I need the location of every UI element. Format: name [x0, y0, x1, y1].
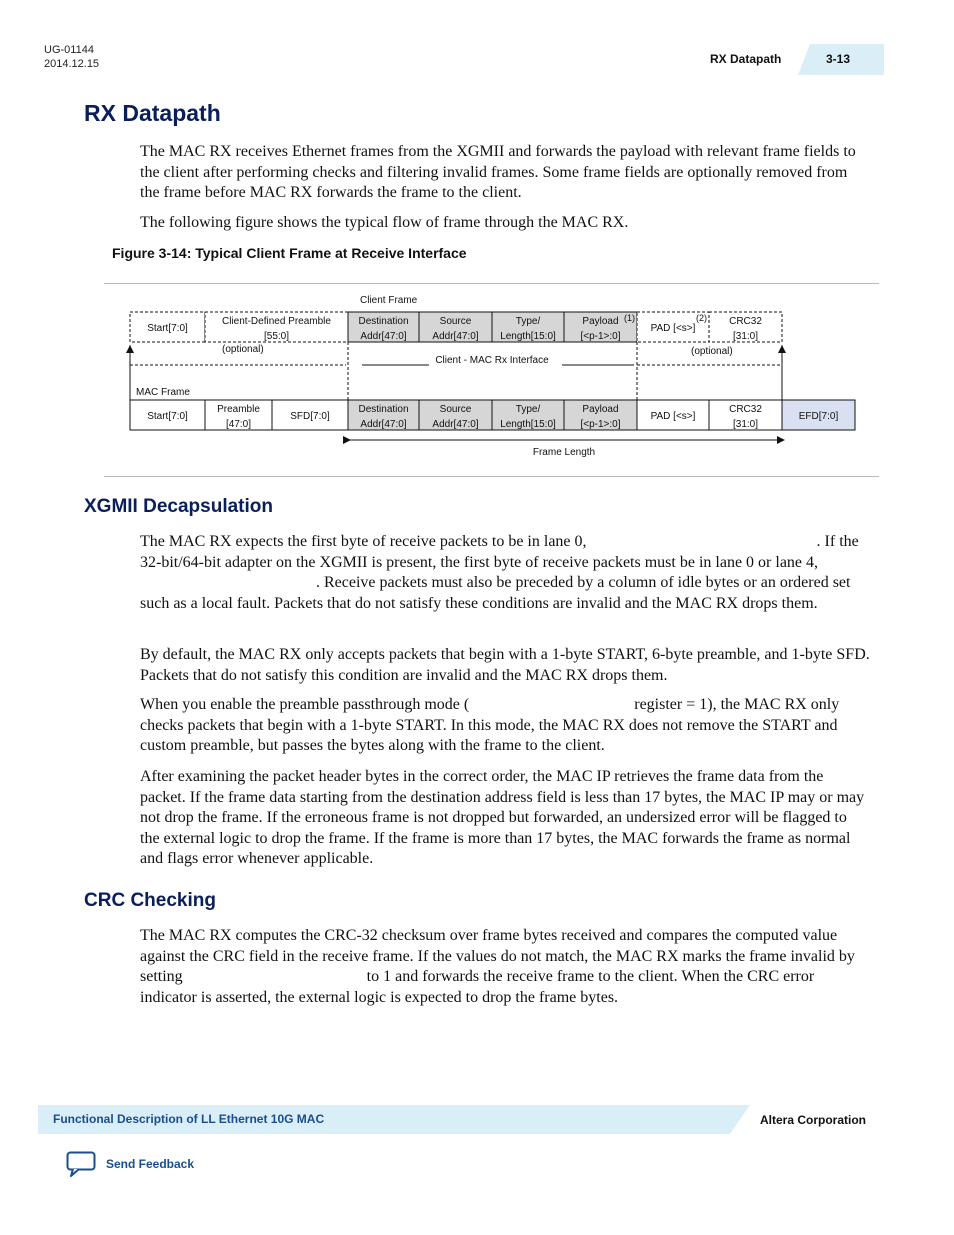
mac-row-label-3-b: Addr[47:0]: [360, 419, 407, 430]
client-row-label-3-a: Source: [439, 316, 472, 327]
footer-chapter-link[interactable]: Functional Description of LL Ethernet 10G MAC: [53, 1112, 325, 1126]
figure-bottom-rule: [104, 476, 879, 477]
xgmii-paragraph-1: [140, 532, 870, 614]
mac-row-label-2: SFD[7:0]: [290, 411, 330, 422]
page-title: RX Datapath: [84, 100, 221, 126]
client-row-label-5-b: [<p-1>:0]: [580, 331, 621, 342]
xgmii-paragraph-2: By default, the MAC RX only accepts packets that begin with a 1-byte START, 6-byte preamble, and 1-byte SFD. Packets that do not satisfy this condition are invalid and the MAC RX drops them.: [140, 646, 870, 684]
xgmii-p3-text-a: When you enable the preamble passthrough mode (: [140, 696, 470, 713]
footer-corporation: Altera Corporation: [760, 1113, 867, 1127]
optional-label-left: (optional): [222, 344, 264, 355]
client-row-label-5-a: Payload: [582, 316, 619, 327]
page-number: 3-13: [798, 44, 884, 75]
mac-row-label-1-a: Preamble: [217, 404, 260, 415]
intro-paragraph-1: The MAC RX receives Ethernet frames from the XGMII and forwards the payload with relevant frame fields to the client after performing checks and filtering invalid frames. Some frame fields are optionally removed from the frame before MAC RX forwards the frame to the client.: [140, 143, 856, 202]
client-row-label-4-b: Length[15:0]: [500, 331, 556, 342]
mac-row-label-6-a: Payload: [582, 404, 619, 415]
client-row-label-0: Start[7:0]: [147, 323, 188, 334]
xgmii-p1-text-a: The MAC RX expects the first byte of receive packets to be in lane 0,: [140, 533, 587, 550]
footer-bar-notch: [730, 1105, 750, 1134]
frame-length-label: Frame Length: [532, 447, 596, 458]
document-id: [44, 43, 99, 71]
crc-p1-text-a: The MAC RX computes the CRC-32 checksum over frame bytes received and compares the computed value against the CRC field in the receive frame. If the values do not match, the MAC RX marks the frame invalid by setting: [140, 927, 855, 986]
client-row-label-2-a: Destination: [358, 316, 409, 327]
client-row-label-3-b: Addr[47:0]: [432, 331, 479, 342]
doc-date: 2014.12.15: [44, 58, 100, 70]
xgmii-p1-text-b: . If the 32-bit/64-bit adapter on the XGMII is present, the first byte of receive packets must be in lane 0 or lane 4,: [140, 533, 859, 571]
client-row-label-1-a: Client-Defined Preamble: [222, 316, 331, 327]
crc-heading: CRC Checking: [84, 890, 216, 911]
frame-diagram: [104, 285, 879, 475]
mac-row-label-5-b: Length[15:0]: [500, 419, 556, 430]
client-row-label-6: PAD [<s>]: [650, 323, 696, 334]
mac-row-label-7: PAD [<s>]: [650, 411, 696, 422]
doc-number: UG-01144: [44, 44, 94, 56]
xgmii-paragraph-3: [140, 695, 870, 757]
mac-row-label-1-b: [47:0]: [225, 419, 252, 430]
figure-caption: Figure 3-14: Typical Client Frame at Receive Interface: [112, 245, 467, 261]
mac-row-label-3-a: Destination: [358, 404, 409, 415]
mac-row-label-9: EFD[7:0]: [798, 411, 839, 422]
xgmii-heading: XGMII Decapsulation: [84, 496, 273, 517]
mac-frame-label: MAC Frame: [136, 387, 190, 398]
footnote-1: (1): [624, 313, 635, 323]
client-if-label: Client - MAC Rx Interface: [435, 355, 549, 366]
feedback-speech-bubble-icon: [66, 1151, 96, 1177]
mac-row-label-4-a: Source: [439, 404, 472, 415]
client-row-label-1-b: [55:0]: [263, 331, 290, 342]
page-tab-notch: [798, 44, 810, 75]
xgmii-p1-text-c: . Receive packets must also be preceded by a column of idle bytes or an ordered set such as a local fault. Packets that do not satisfy these conditions are invalid and the MAC RX drops them.: [140, 574, 851, 612]
figure-top-rule: [104, 283, 879, 284]
mac-frame-row: [130, 400, 855, 430]
client-row-label-7-b: [31:0]: [732, 331, 759, 342]
xgmii-paragraph-4: After examining the packet header bytes in the correct order, the MAC IP retrieves the frame data from the packet. If the frame data starting from the destination address field is less than 17 bytes, the MAC IP may or may not drop the frame. If the erroneous frame is not dropped but forwarded, an undersized error will be flagged to the external logic to drop the frame. If the frame is more than 17 bytes, the MAC forwards the frame as normal and flags error whenever applicable.: [140, 768, 865, 868]
mac-row-label-5-a: Type/: [515, 404, 541, 415]
client-frame-label: Client Frame: [360, 295, 418, 306]
client-row-label-7-a: CRC32: [729, 316, 762, 327]
footnote-2: (2): [696, 313, 707, 323]
mac-row-label-8-b: [31:0]: [732, 419, 759, 430]
client-row-label-4-a: Type/: [515, 316, 541, 327]
mac-row-label-6-b: [<p-1>:0]: [580, 419, 621, 430]
mac-row-label-0: Start[7:0]: [147, 411, 188, 422]
crc-paragraph-1: [140, 926, 870, 1008]
intro-paragraph-2: The following figure shows the typical flow of frame through the MAC RX.: [140, 214, 629, 231]
send-feedback-label[interactable]: Send Feedback: [106, 1157, 195, 1171]
running-header-section: RX Datapath: [710, 52, 782, 66]
mac-row-label-4-b: Addr[47:0]: [432, 419, 479, 430]
send-feedback-link[interactable]: [66, 1151, 194, 1177]
optional-label-right: (optional): [691, 346, 733, 357]
xgmii-p3-text-b: register = 1), the MAC RX only checks packets that begin with a 1-byte START. In this mode, the MAC RX does not remove the START and custom preamble, but passes the bytes along with the frame to the client.: [140, 696, 840, 755]
client-row-label-2-b: Addr[47:0]: [360, 331, 407, 342]
client-frame-row: [130, 312, 782, 342]
crc-p1-text-b: to 1 and forwards the receive frame to the client. When the CRC error indicator is asserted, the external logic is expected to drop the frame bytes.: [140, 968, 815, 1006]
mac-row-label-8-a: CRC32: [729, 404, 762, 415]
